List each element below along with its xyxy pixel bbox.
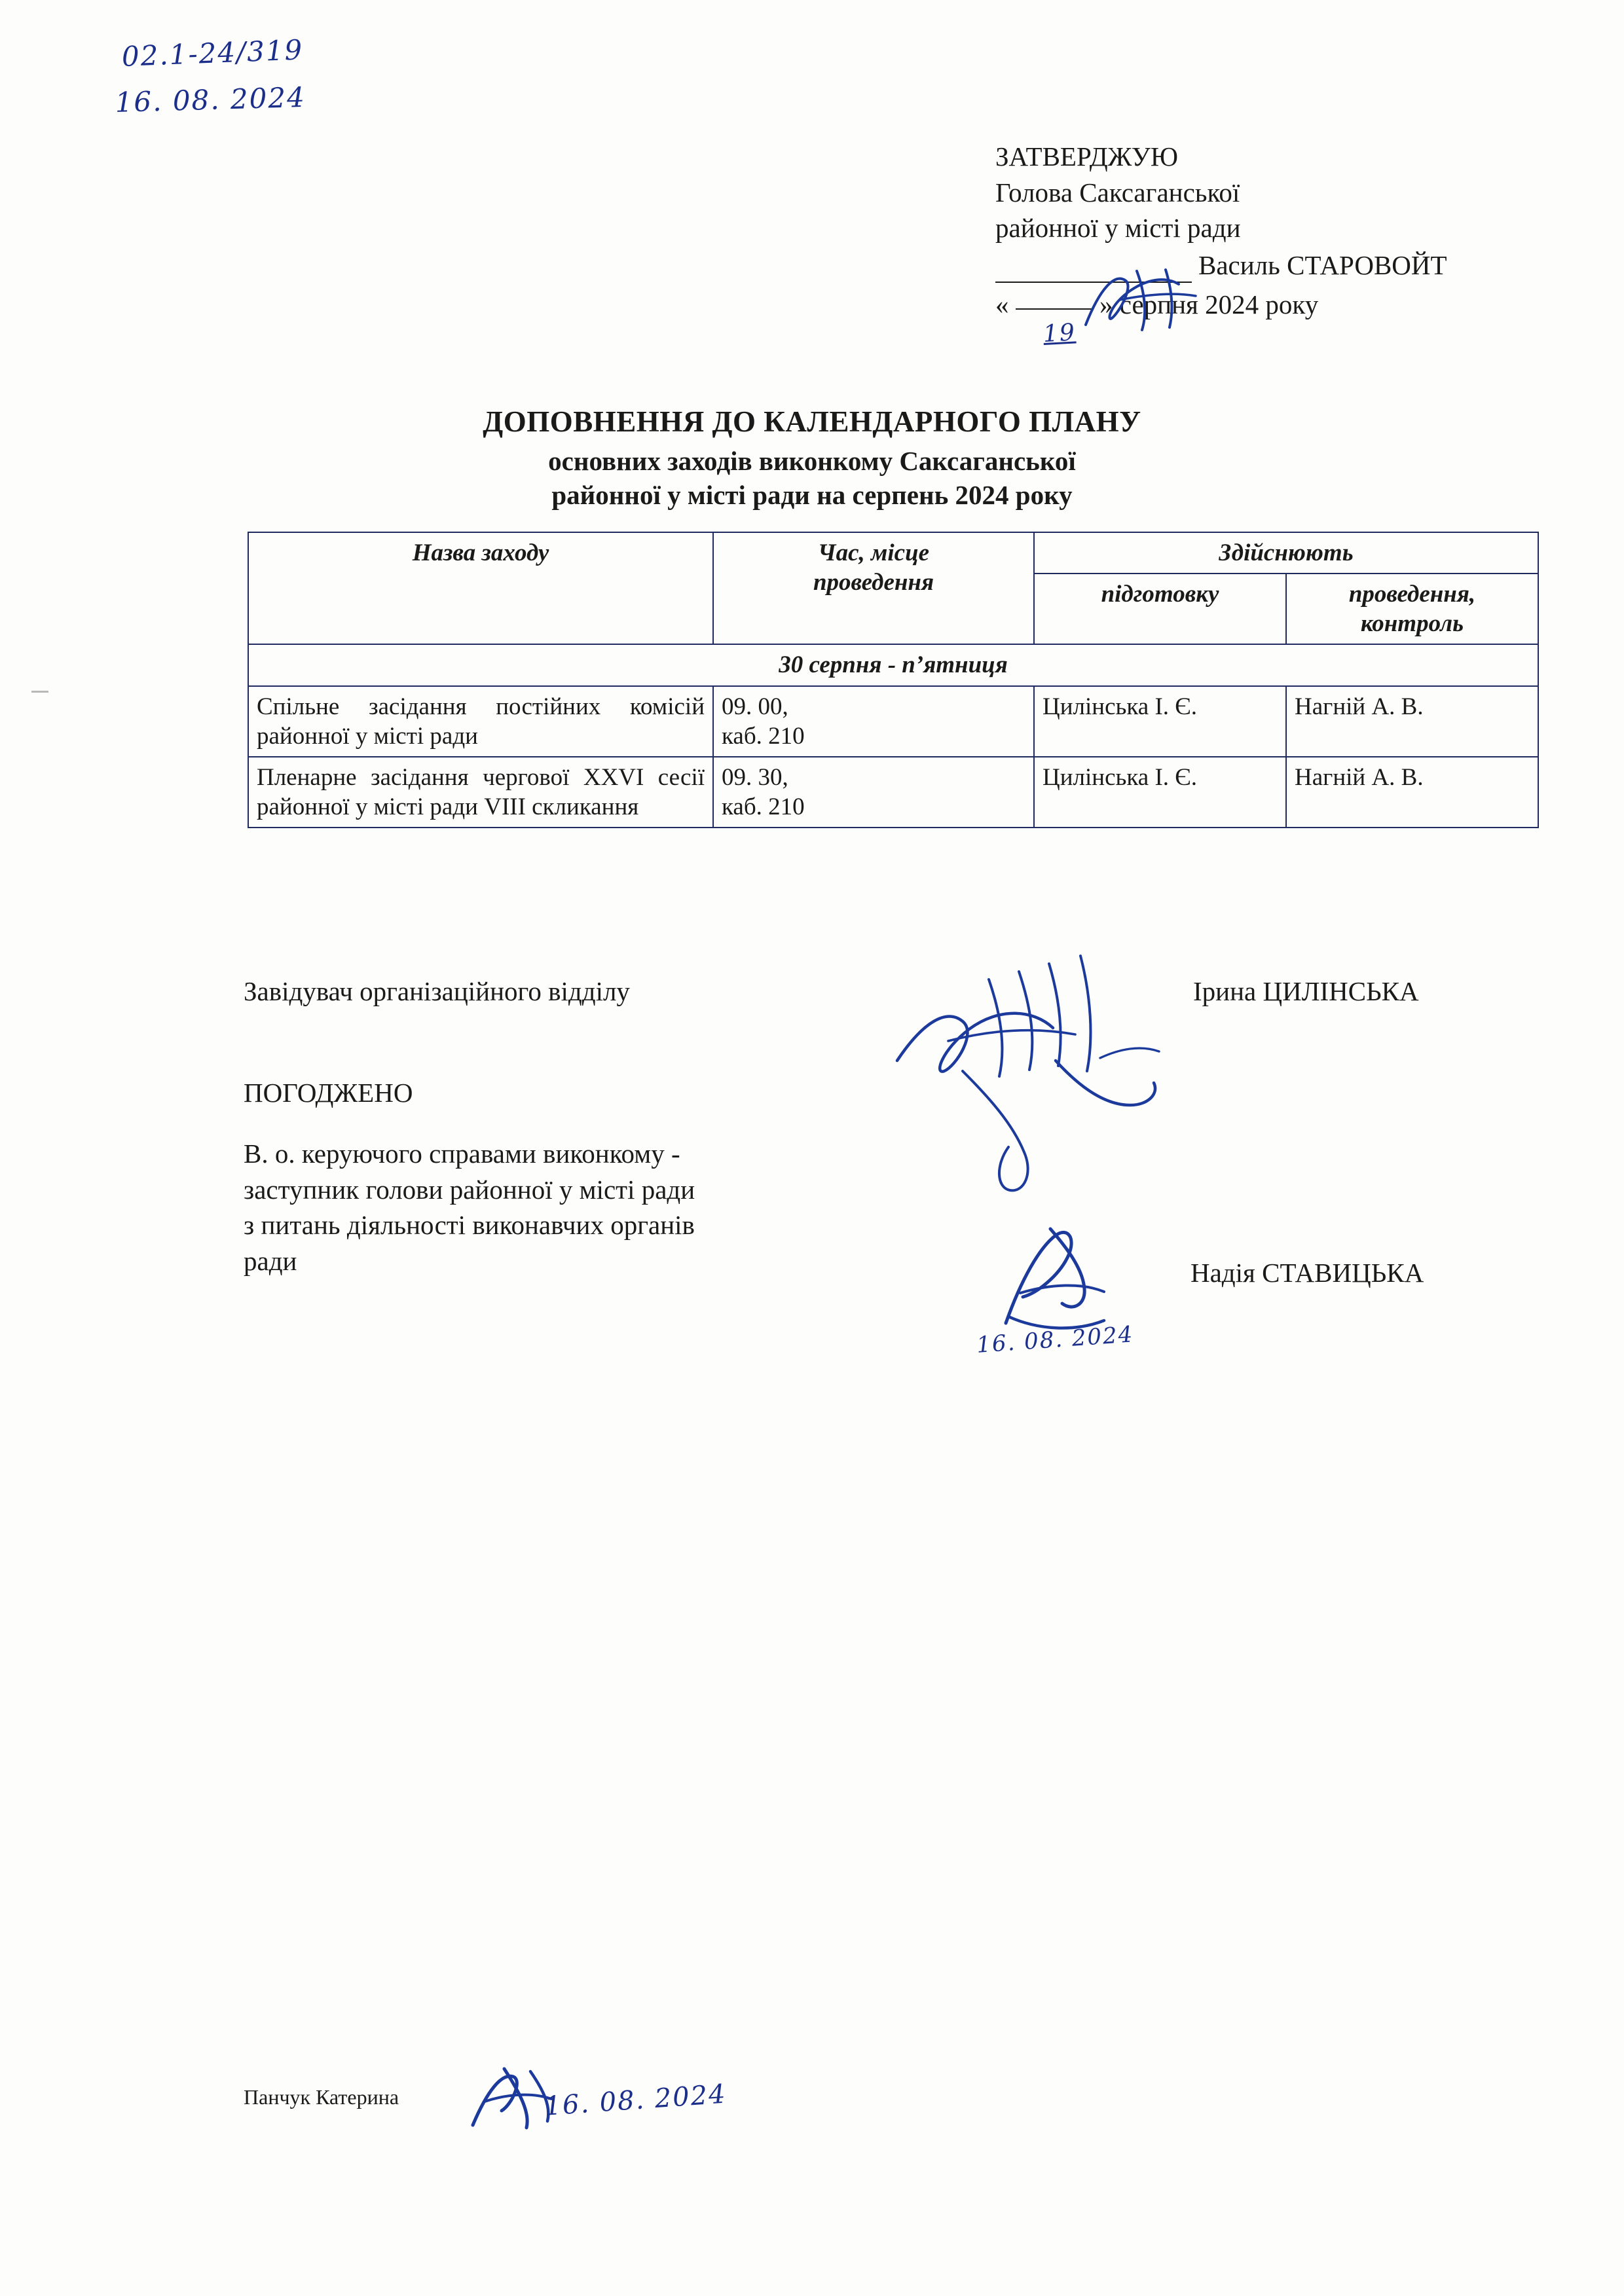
header-time-place-line-2: проведення — [813, 569, 934, 596]
deputy-position-line-4: ради — [244, 1245, 297, 1276]
approval-block — [995, 139, 1447, 323]
row-1-conduct: Нагній А. В. — [1286, 686, 1538, 757]
approval-date-row — [995, 287, 1447, 323]
row-1-event-name: Спільне засідання постійних комісій районної у місті ради — [248, 686, 713, 757]
title-main: ДОПОВНЕННЯ ДО КАЛЕНДАРНОГО ПЛАНУ — [483, 405, 1141, 438]
row-2-preparation: Цилінська І. Є. — [1034, 757, 1286, 828]
executor-label: Панчук Катерина — [244, 2085, 399, 2109]
header-time-place — [713, 532, 1034, 644]
handwritten-registration-date: 16. 08. 2024 — [115, 81, 306, 118]
row-2-event-name: Пленарне засідання чергової XXVI сесії районної у місті ради VIII скликання — [248, 757, 713, 828]
approval-date-tail: серпня 2024 року — [1119, 289, 1319, 320]
quote-close: » — [1099, 289, 1113, 320]
row-1-time-place — [713, 686, 1034, 757]
table-header-row-1 — [248, 532, 1538, 574]
header-conduct — [1286, 574, 1538, 644]
row-1-preparation: Цилінська І. Є. — [1034, 686, 1286, 757]
approval-word: ЗАТВЕРДЖУЮ — [995, 141, 1178, 172]
approval-signature-row — [995, 247, 1447, 283]
deputy-signature-row — [0, 1257, 1624, 1299]
org-dept-name: Ірина ЦИЛІНСЬКА — [1193, 976, 1419, 1006]
date-blank — [1016, 308, 1093, 310]
approval-signer-name: Василь СТАРОВОЙТ — [1198, 249, 1447, 280]
row-2-conduct: Нагній А. В. — [1286, 757, 1538, 828]
org-dept-label: Завідувач організаційного відділу — [244, 976, 630, 1006]
day-separator-label: 30 серпня - п’ятниця — [248, 644, 1538, 685]
header-conduct-line-1: проведення, — [1348, 581, 1476, 608]
header-time-place-line-1: Час, місце — [817, 539, 930, 566]
deputy-position-line-2: заступник голови районної у місті ради — [244, 1174, 695, 1205]
row-2-place: каб. 210 — [722, 793, 805, 820]
deputy-position-line-1: В. о. керуючого справами виконкому - — [244, 1139, 680, 1169]
header-conduct-line-2: контроль — [1360, 610, 1464, 638]
quote-open: « — [995, 289, 1009, 320]
title-sub-line-1: основних заходів виконкому Саксаганської — [548, 446, 1076, 476]
handwritten-footer-date: 16. 08. 2024 — [544, 2079, 728, 2122]
approval-position-line-1: Голова Саксаганської — [995, 177, 1240, 208]
page-edge-mark — [31, 691, 48, 693]
header-event-name: Назва заходу — [248, 532, 713, 644]
header-performers: Здійснюють — [1034, 532, 1538, 574]
row-2-time-place — [713, 757, 1034, 828]
handwritten-agreed-date: 16. 08. 2024 — [976, 1321, 1135, 1358]
deputy-position-line-3: з питань діяльності виконавчих органів — [244, 1210, 695, 1241]
table-row — [248, 757, 1538, 828]
table-day-separator-row — [248, 644, 1538, 685]
title-sub-line-2: районної у місті ради на серпень 2024 року — [551, 480, 1073, 511]
approval-position-line-2: районної у місті ради — [995, 213, 1241, 244]
agreed-label: ПОГОДЖЕНО — [244, 1078, 413, 1108]
handwritten-registration-number: 02.1-24/319 — [121, 33, 304, 73]
document-title — [0, 405, 1624, 513]
row-2-time: 09. 30, — [722, 763, 788, 791]
signature-area — [0, 975, 1624, 1017]
row-1-time: 09. 00, — [722, 693, 788, 720]
signature-line — [995, 257, 1192, 283]
deputy-name: Надія СТАВИЦЬКА — [1190, 1258, 1424, 1288]
table-row — [248, 686, 1538, 757]
handwritten-approval-day: 19 — [1043, 319, 1077, 348]
plan-table — [248, 532, 1539, 828]
row-1-place: каб. 210 — [722, 722, 805, 750]
org-dept-signature-row — [0, 975, 1624, 1017]
header-preparation: підготовку — [1034, 574, 1286, 644]
